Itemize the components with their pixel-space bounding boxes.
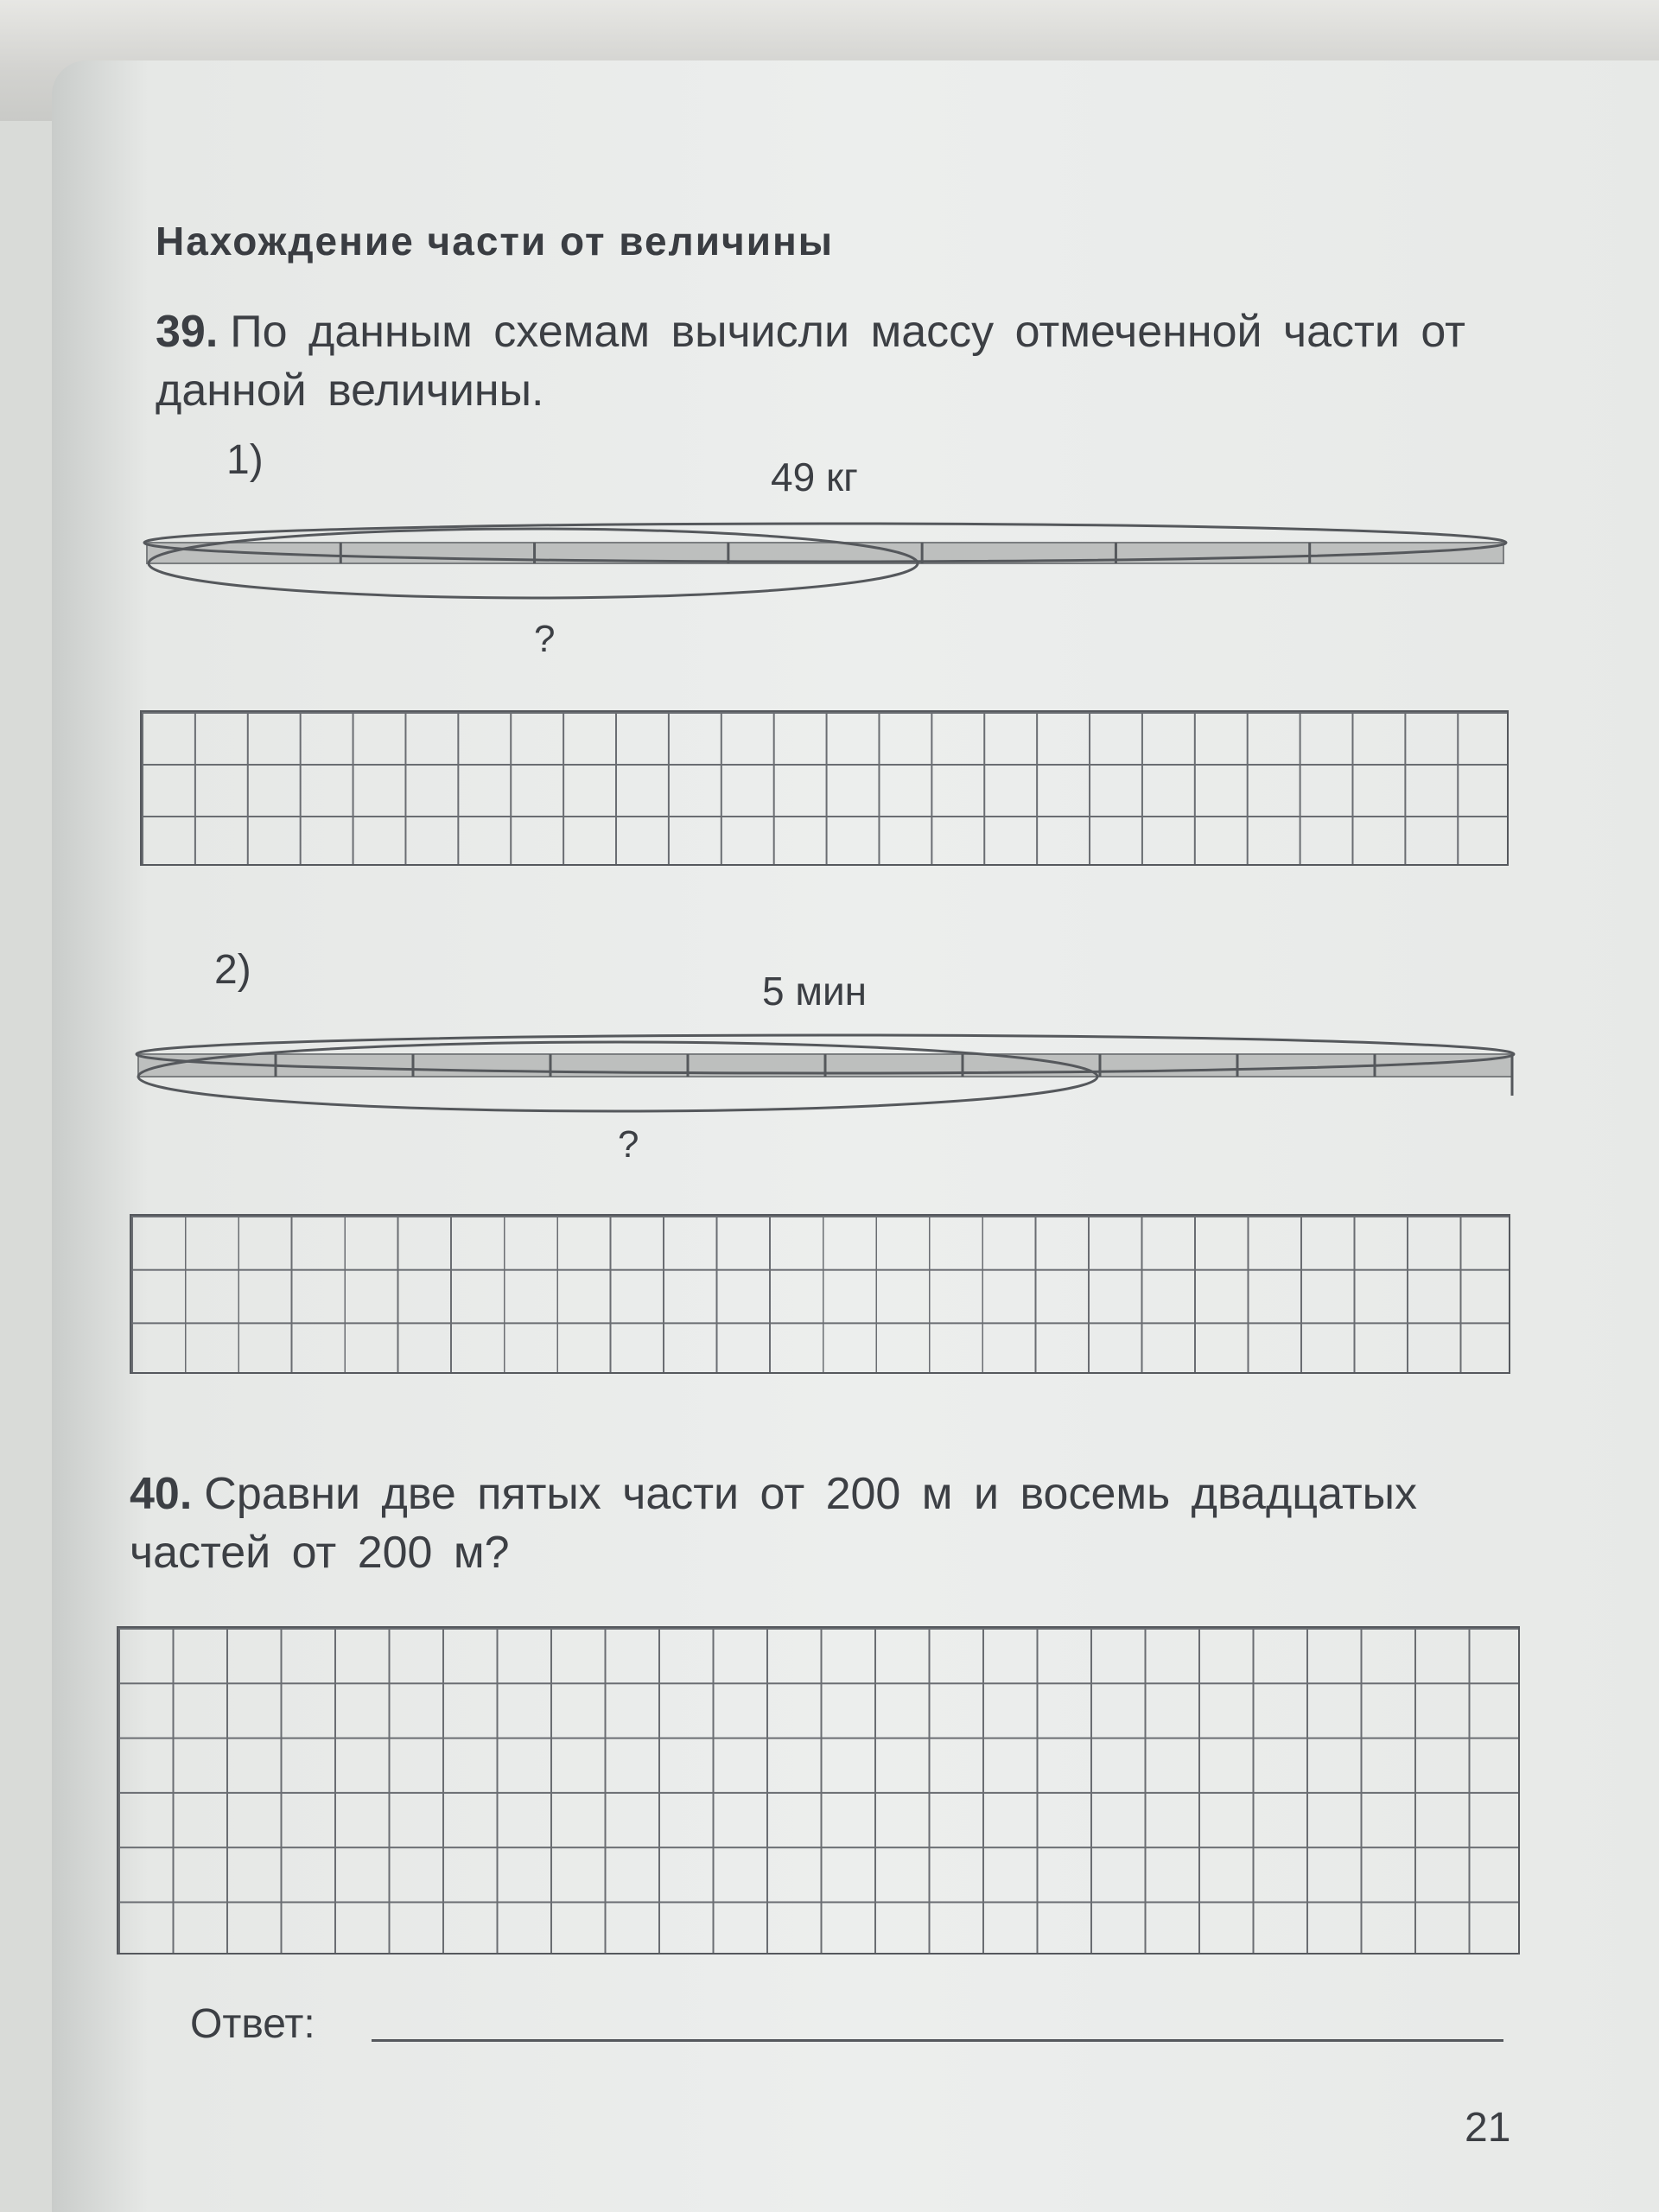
scheme-2-label: 2) xyxy=(214,947,251,993)
task-39 xyxy=(156,302,1503,420)
task-40-number: 40. xyxy=(130,1469,193,1519)
answer-label: Ответ: xyxy=(190,2001,315,2047)
answer-grid-2[interactable] xyxy=(130,1214,1510,1374)
scheme-2-question: ? xyxy=(618,1123,639,1166)
answer-line[interactable] xyxy=(372,2039,1503,2042)
scheme-1-question: ? xyxy=(534,618,556,660)
scheme-1-total: 49 кг xyxy=(771,454,858,499)
task-39-number: 39. xyxy=(156,307,219,357)
scheme-1-label: 1) xyxy=(226,437,264,483)
scheme-1-diagram xyxy=(143,501,1508,613)
answer-grid-1[interactable] xyxy=(140,710,1509,866)
section-heading: Нахождение части от величины xyxy=(156,219,835,264)
task-40-text: Сравни две пятых части от 200 м и восемь двадцатых частей от 200 м? xyxy=(130,1469,1418,1578)
scheme-2-diagram xyxy=(134,1020,1516,1132)
scheme-2-total: 5 мин xyxy=(762,969,868,1014)
task-39-text: По данным схемам вычисли массу отмеченной части от данной величины. xyxy=(156,307,1465,416)
task-40 xyxy=(130,1465,1512,1582)
answer-grid-3[interactable] xyxy=(117,1626,1520,1955)
page-number: 21 xyxy=(1465,2105,1511,2151)
